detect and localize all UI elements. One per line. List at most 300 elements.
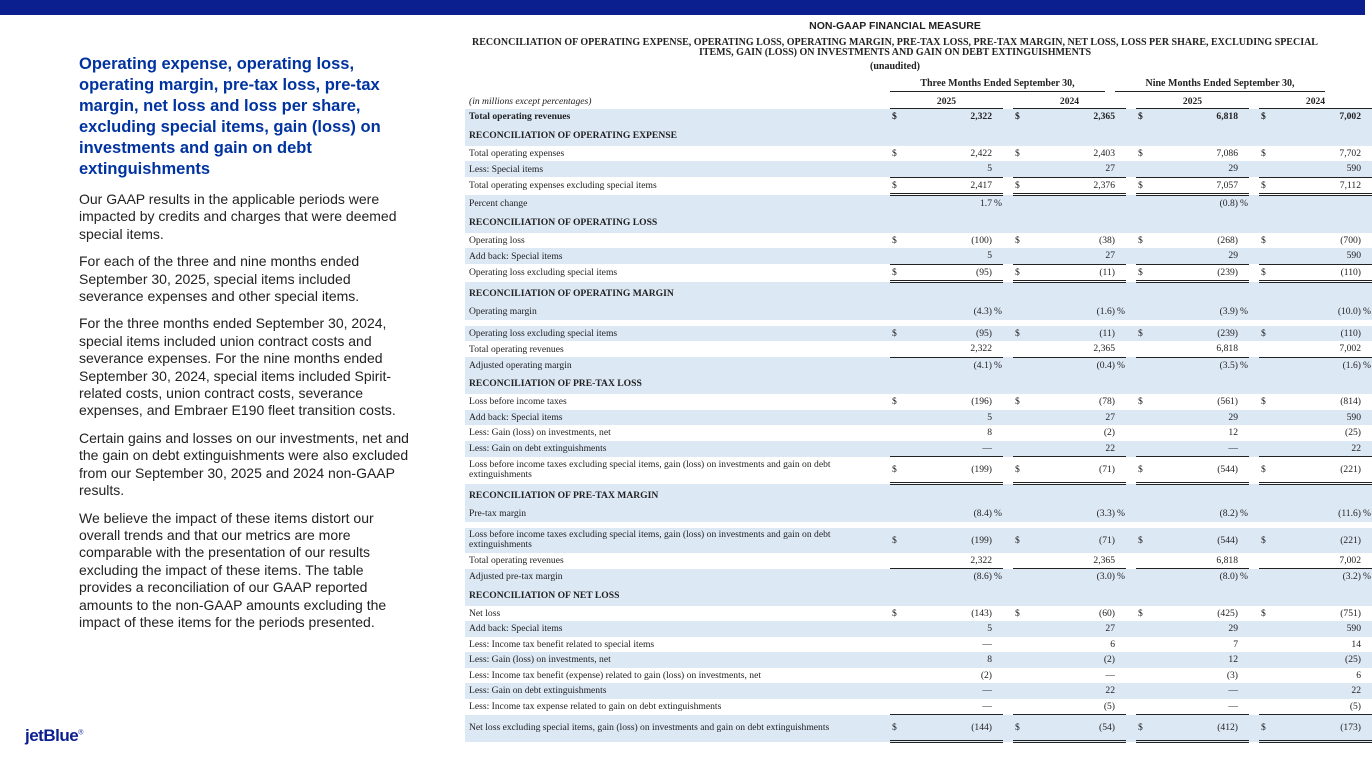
percent-sign — [1363, 637, 1372, 653]
percent-sign — [1363, 668, 1372, 684]
value-cell: 22 — [1027, 441, 1117, 457]
value-cell: (5) — [1027, 699, 1117, 715]
currency-symbol: $ — [1013, 715, 1027, 742]
percent-sign — [1117, 668, 1126, 684]
value-cell: 29 — [1150, 161, 1240, 177]
percent-sign — [1240, 161, 1249, 177]
row-label: Less: Income tax expense related to gain on debt extinguishments — [469, 701, 722, 712]
percent-sign — [1363, 326, 1372, 342]
value-cell: 2,365 — [1027, 109, 1117, 125]
column-gap — [1249, 161, 1259, 177]
row-label: Total operating revenues — [469, 555, 564, 566]
value-cell: (144) — [904, 715, 994, 742]
value-cell: 22 — [1273, 441, 1363, 457]
currency-symbol — [1259, 195, 1273, 212]
value-cell: (71) — [1027, 457, 1117, 484]
column-gap — [1003, 341, 1013, 357]
value-cell: — — [904, 699, 994, 715]
column-gap — [1126, 553, 1136, 569]
percent-sign — [1363, 606, 1372, 622]
value-cell: (8.0) — [1150, 569, 1240, 585]
percent-sign — [1363, 528, 1372, 553]
value-cell: (544) — [1150, 457, 1240, 484]
percent-sign — [1117, 394, 1126, 410]
value-cell: (173) — [1273, 715, 1363, 742]
currency-symbol — [1136, 304, 1150, 320]
value-cell: 5 — [904, 248, 994, 264]
currency-symbol — [1013, 668, 1027, 684]
value-cell: 27 — [1027, 161, 1117, 177]
percent-sign — [1117, 457, 1126, 484]
percent-sign — [1363, 652, 1372, 668]
column-gap — [1003, 304, 1013, 320]
percent-sign: % — [1117, 569, 1126, 585]
column-gap — [1249, 195, 1259, 212]
value-cell: (78) — [1099, 396, 1115, 408]
column-gap — [1126, 394, 1136, 410]
column-gap — [1126, 326, 1136, 342]
value-cell: 7,002 — [1273, 109, 1363, 125]
value-cell: (199) — [904, 528, 994, 553]
table-row — [465, 195, 1372, 212]
percent-sign — [1240, 457, 1249, 484]
percent-sign — [1117, 715, 1126, 742]
column-gap — [1126, 569, 1136, 585]
year-header-row — [465, 94, 1372, 109]
column-gap — [1003, 425, 1013, 441]
value-cell: 6,818 — [1150, 553, 1240, 569]
currency-symbol — [1013, 341, 1027, 357]
row-label: Loss before income taxes excluding special items, gain (loss) on investments and gain on debt extinguishments — [469, 459, 831, 480]
table-row — [465, 161, 1372, 177]
currency-symbol: $ — [1138, 234, 1143, 246]
table-row — [465, 146, 1372, 162]
percent-sign — [1240, 233, 1249, 249]
value-cell: (10.0) — [1273, 304, 1363, 320]
percent-sign — [994, 248, 1003, 264]
currency-symbol: $ — [1261, 147, 1266, 159]
year-header: 2025 — [890, 94, 1003, 109]
percent-sign: % — [994, 569, 1003, 585]
currency-symbol — [1259, 410, 1273, 426]
percent-sign — [1240, 606, 1249, 622]
column-gap — [1126, 457, 1136, 484]
description-paragraph: We believe the impact of these items distort our overall trends and that our metrics are more comparable with the presentation of our results excluding the impact of these items. The table provides a reconciliation of our GAAP reported amounts to the non-GAAP amounts excluding the impact of these items for the periods presented. — [79, 509, 387, 630]
value-cell: (95) — [904, 326, 994, 342]
currency-symbol — [1136, 195, 1150, 212]
percent-sign — [994, 146, 1003, 162]
currency-symbol: $ — [892, 234, 897, 246]
currency-symbol — [1013, 425, 1027, 441]
section-header-row — [465, 484, 1372, 507]
value-cell: (2) — [1103, 427, 1115, 439]
currency-symbol — [1259, 425, 1273, 441]
reconciliation-table — [465, 94, 1372, 743]
row-label: Add back: Special items — [465, 248, 890, 264]
currency-symbol — [1259, 441, 1273, 457]
row-label: Less: Gain on debt extinguishments — [465, 683, 890, 699]
currency-symbol — [890, 652, 904, 668]
currency-symbol: $ — [1259, 528, 1273, 553]
column-gap — [1003, 699, 1013, 715]
currency-symbol — [1013, 652, 1027, 668]
row-label: Less: Income tax benefit (expense) related to gain (loss) on investments, net — [469, 669, 761, 681]
row-label: Loss before income taxes excluding special items, gain (loss) on investments and gain on debt extinguishments — [465, 528, 890, 553]
table-row — [465, 326, 1372, 342]
table-row — [465, 357, 1372, 373]
row-label: Add back: Special items — [465, 621, 890, 637]
currency-symbol — [1013, 506, 1027, 522]
currency-symbol — [890, 195, 904, 212]
table-row — [465, 304, 1372, 320]
currency-symbol — [1136, 357, 1150, 373]
section-header-row — [465, 125, 1372, 146]
currency-symbol — [890, 699, 904, 715]
currency-symbol — [1136, 668, 1150, 684]
currency-symbol — [1136, 341, 1150, 357]
table-row — [465, 441, 1372, 457]
row-label: Adjusted operating margin — [465, 357, 890, 373]
value-cell: (221) — [1273, 457, 1363, 484]
column-gap — [1249, 326, 1259, 342]
percent-sign: % — [1117, 506, 1126, 522]
table-row — [465, 457, 1372, 484]
table-subtitle: RECONCILIATION OF OPERATING EXPENSE, OPERATING LOSS, OPERATING MARGIN, PRE-TAX LOSS, PRE-TAX MARGIN, NET LOSS, LOSS PER SHARE, EXCLUDING SPECIAL ITEMS, GAIN (LOSS) ON INVESTMENTS AND GAIN ON DEBT EXTINGUISHMENTS — [472, 37, 1318, 58]
value-cell: (239) — [1150, 326, 1240, 342]
column-gap — [1126, 146, 1136, 162]
row-label: Net loss excluding special items, gain (loss) on investments and gain on debt extinguishments — [465, 715, 890, 742]
percent-sign — [1363, 177, 1372, 195]
currency-symbol — [890, 668, 904, 684]
percent-sign — [994, 637, 1003, 653]
percent-sign — [994, 441, 1003, 457]
table-row — [465, 652, 1372, 668]
row-label: Less: Special items — [465, 161, 890, 177]
value-cell — [1273, 195, 1363, 212]
value-cell: (199) — [904, 457, 994, 484]
column-gap — [1126, 425, 1136, 441]
value-cell: 12 — [1228, 427, 1238, 439]
description-paragraph: Certain gains and losses on our investments, net and the gain on debt extinguishments were also excluded from our September 30, 2025 and 2024 non-GAAP results. — [79, 429, 409, 499]
table-row — [465, 668, 1372, 684]
value-cell: (60) — [1099, 607, 1115, 619]
column-gap — [1003, 553, 1013, 569]
value-cell: (3.9) — [1150, 304, 1240, 320]
value-cell: 29 — [1150, 410, 1240, 426]
column-gap — [1126, 606, 1136, 622]
currency-symbol: $ — [1136, 715, 1150, 742]
value-cell: (38) — [1099, 234, 1115, 246]
column-gap — [1126, 304, 1136, 320]
percent-sign — [1117, 683, 1126, 699]
currency-symbol: $ — [890, 177, 904, 195]
value-cell: (3.0) — [1027, 569, 1117, 585]
currency-symbol — [1136, 569, 1150, 585]
percent-sign — [994, 177, 1003, 195]
value-cell: 7 — [1233, 638, 1238, 650]
value-cell: (1.6) — [1027, 304, 1117, 320]
percent-sign — [1240, 637, 1249, 653]
column-gap — [1126, 652, 1136, 668]
column-gap — [1126, 506, 1136, 522]
currency-symbol: $ — [1136, 528, 1150, 553]
row-label: Adjusted pre-tax margin — [465, 569, 890, 585]
value-cell: (239) — [1150, 264, 1240, 282]
currency-symbol: $ — [890, 264, 904, 282]
value-cell: 5 — [904, 621, 994, 637]
percent-sign — [1240, 621, 1249, 637]
currency-symbol — [1136, 637, 1150, 653]
currency-symbol — [1136, 506, 1150, 522]
percent-sign — [1117, 195, 1126, 212]
description-paragraph: Our GAAP results in the applicable periods were impacted by credits and charges that were deemed special items. — [79, 191, 397, 242]
percent-sign — [994, 457, 1003, 484]
percent-sign — [1363, 146, 1372, 162]
percent-sign — [1240, 699, 1249, 715]
value-cell: 2,322 — [904, 109, 994, 125]
year-header: 2024 — [1259, 94, 1372, 109]
value-cell: 7,057 — [1150, 177, 1240, 195]
currency-symbol: $ — [1136, 109, 1150, 125]
currency-symbol — [890, 637, 904, 653]
currency-symbol: $ — [890, 528, 904, 553]
column-gap — [1249, 109, 1259, 125]
value-cell: — — [1150, 441, 1240, 457]
percent-sign — [1240, 341, 1249, 357]
percent-sign — [1363, 195, 1372, 212]
description-paragraph: For the three months ended September 30, 2024, special items included union contract costs and severance expenses. For the nine months ended September 30, 2024, special items included Spirit-related costs, union contract costs, severance expenses, and Embraer E190 fleet transition costs. — [79, 315, 396, 419]
column-gap — [1003, 637, 1013, 653]
value-cell: (544) — [1150, 528, 1240, 553]
value-cell: 8 — [987, 427, 992, 439]
currency-symbol: $ — [890, 326, 904, 342]
currency-symbol: $ — [1136, 457, 1150, 484]
currency-symbol — [1136, 699, 1150, 715]
percent-sign: % — [1240, 569, 1249, 585]
units-label: (in millions except percentages) — [469, 95, 592, 107]
currency-symbol — [890, 553, 904, 569]
currency-symbol: $ — [1259, 715, 1273, 742]
table-row — [465, 683, 1372, 699]
currency-symbol — [1013, 161, 1027, 177]
column-gap — [1249, 652, 1259, 668]
currency-symbol — [1013, 410, 1027, 426]
percent-sign: % — [994, 506, 1003, 522]
currency-symbol: $ — [892, 607, 897, 619]
currency-symbol: $ — [1259, 177, 1273, 195]
column-gap — [1249, 569, 1259, 585]
year-header: 2025 — [1136, 94, 1249, 109]
value-cell: 7,086 — [1216, 147, 1238, 159]
value-cell: (425) — [1217, 607, 1238, 619]
value-cell: 2,365 — [1027, 553, 1117, 569]
value-cell: (25) — [1345, 427, 1361, 439]
percent-sign — [1117, 441, 1126, 457]
value-cell: (268) — [1217, 234, 1238, 246]
column-gap — [1249, 699, 1259, 715]
value-cell: 2,322 — [904, 553, 994, 569]
currency-symbol — [1136, 441, 1150, 457]
percent-sign — [1240, 715, 1249, 742]
currency-symbol — [1013, 569, 1027, 585]
percent-sign — [1240, 425, 1249, 441]
currency-symbol: $ — [1261, 234, 1266, 246]
percent-sign — [1117, 621, 1126, 637]
currency-symbol: $ — [890, 109, 904, 125]
percent-sign — [994, 394, 1003, 410]
percent-sign — [994, 425, 1003, 441]
currency-symbol: $ — [1259, 109, 1273, 125]
percent-sign — [1117, 341, 1126, 357]
percent-sign: % — [1240, 195, 1249, 212]
table-row — [465, 553, 1372, 569]
currency-symbol: $ — [1259, 457, 1273, 484]
value-cell: (3) — [1226, 669, 1238, 681]
percent-sign — [1240, 394, 1249, 410]
column-gap — [1249, 606, 1259, 622]
column-gap — [1249, 425, 1259, 441]
percent-sign — [994, 668, 1003, 684]
percent-sign — [1363, 621, 1372, 637]
row-label: Total operating expenses — [469, 147, 565, 159]
percent-sign — [994, 326, 1003, 342]
column-gap — [1003, 569, 1013, 585]
value-cell: 590 — [1273, 248, 1363, 264]
value-cell: 12 — [1150, 652, 1240, 668]
value-cell: — — [982, 638, 992, 650]
percent-sign — [994, 553, 1003, 569]
percent-sign — [1117, 606, 1126, 622]
currency-symbol — [890, 341, 904, 357]
percent-sign — [1117, 637, 1126, 653]
column-gap — [1003, 668, 1013, 684]
column-gap — [1126, 341, 1136, 357]
percent-sign: % — [1117, 304, 1126, 320]
column-gap — [1249, 304, 1259, 320]
currency-symbol — [1136, 652, 1150, 668]
value-cell: 27 — [1027, 410, 1117, 426]
value-cell: (8.2) — [1150, 506, 1240, 522]
percent-sign: % — [1240, 357, 1249, 373]
percent-sign — [1240, 652, 1249, 668]
currency-symbol — [890, 441, 904, 457]
value-cell: 2,417 — [904, 177, 994, 195]
currency-symbol — [1259, 569, 1273, 585]
row-label: Pre-tax margin — [465, 506, 890, 522]
currency-symbol: $ — [1015, 396, 1020, 408]
row-label: Less: Income tax benefit related to special items — [469, 638, 655, 650]
currency-symbol — [1259, 553, 1273, 569]
percent-sign — [1240, 528, 1249, 553]
currency-symbol — [1259, 357, 1273, 373]
value-cell: 29 — [1150, 621, 1240, 637]
currency-symbol — [1259, 683, 1273, 699]
column-gap — [1126, 248, 1136, 264]
currency-symbol — [1013, 637, 1027, 653]
column-gap — [1003, 457, 1013, 484]
column-gap — [1249, 506, 1259, 522]
column-gap — [1249, 683, 1259, 699]
table-row — [465, 569, 1372, 585]
column-gap — [1003, 326, 1013, 342]
currency-symbol — [1013, 553, 1027, 569]
percent-sign — [994, 109, 1003, 125]
currency-symbol — [1259, 248, 1273, 264]
percent-sign — [1117, 699, 1126, 715]
row-label: Operating margin — [465, 304, 890, 320]
value-cell: (11.6) — [1273, 506, 1363, 522]
logo-text: jetBlue — [25, 726, 79, 745]
value-cell: 5 — [904, 410, 994, 426]
currency-symbol — [890, 569, 904, 585]
currency-symbol — [1013, 621, 1027, 637]
value-cell: 22 — [1027, 683, 1117, 699]
currency-symbol: $ — [1136, 177, 1150, 195]
column-gap — [1126, 264, 1136, 282]
percent-sign — [1117, 161, 1126, 177]
currency-symbol — [890, 410, 904, 426]
currency-symbol: $ — [1136, 264, 1150, 282]
row-label: Net loss — [469, 607, 501, 619]
currency-symbol: $ — [1015, 234, 1020, 246]
column-gap — [1249, 637, 1259, 653]
column-gap — [1249, 248, 1259, 264]
percent-sign — [1363, 425, 1372, 441]
currency-symbol — [1013, 304, 1027, 320]
percent-sign — [1240, 326, 1249, 342]
section-title: RECONCILIATION OF PRE-TAX MARGIN — [465, 484, 1372, 507]
percent-sign — [994, 341, 1003, 357]
value-cell: (412) — [1150, 715, 1240, 742]
column-gap — [1249, 528, 1259, 553]
column-gap — [1126, 621, 1136, 637]
currency-symbol — [1136, 683, 1150, 699]
column-gap — [1003, 621, 1013, 637]
column-gap — [1126, 637, 1136, 653]
column-gap — [1249, 457, 1259, 484]
currency-symbol — [1259, 652, 1273, 668]
currency-symbol: $ — [892, 147, 897, 159]
column-gap — [1249, 146, 1259, 162]
value-cell: 6 — [1110, 638, 1115, 650]
percent-sign — [1240, 264, 1249, 282]
value-cell: (5) — [1273, 699, 1363, 715]
row-label: Total operating expenses excluding special items — [469, 180, 657, 192]
table-row — [465, 410, 1372, 426]
column-gap — [1003, 264, 1013, 282]
value-cell: (3.2) — [1273, 569, 1363, 585]
currency-symbol: $ — [1259, 264, 1273, 282]
percent-sign — [1240, 441, 1249, 457]
currency-symbol — [1136, 161, 1150, 177]
jetblue-logo-icon — [25, 726, 83, 746]
row-label: Less: Gain (loss) on investments, net — [465, 652, 890, 668]
percent-sign — [1240, 553, 1249, 569]
section-title: RECONCILIATION OF OPERATING LOSS — [465, 212, 1372, 233]
value-cell: (2) — [980, 669, 992, 681]
currency-symbol — [1259, 621, 1273, 637]
currency-symbol — [1259, 637, 1273, 653]
currency-symbol — [1013, 441, 1027, 457]
currency-symbol — [1136, 425, 1150, 441]
percent-sign — [994, 699, 1003, 715]
currency-symbol: $ — [1013, 326, 1027, 342]
table-row — [465, 341, 1372, 357]
value-cell: 14 — [1351, 638, 1361, 650]
row-label: Add back: Special items — [465, 410, 890, 426]
value-cell: (814) — [1340, 396, 1361, 408]
currency-symbol: $ — [892, 396, 897, 408]
